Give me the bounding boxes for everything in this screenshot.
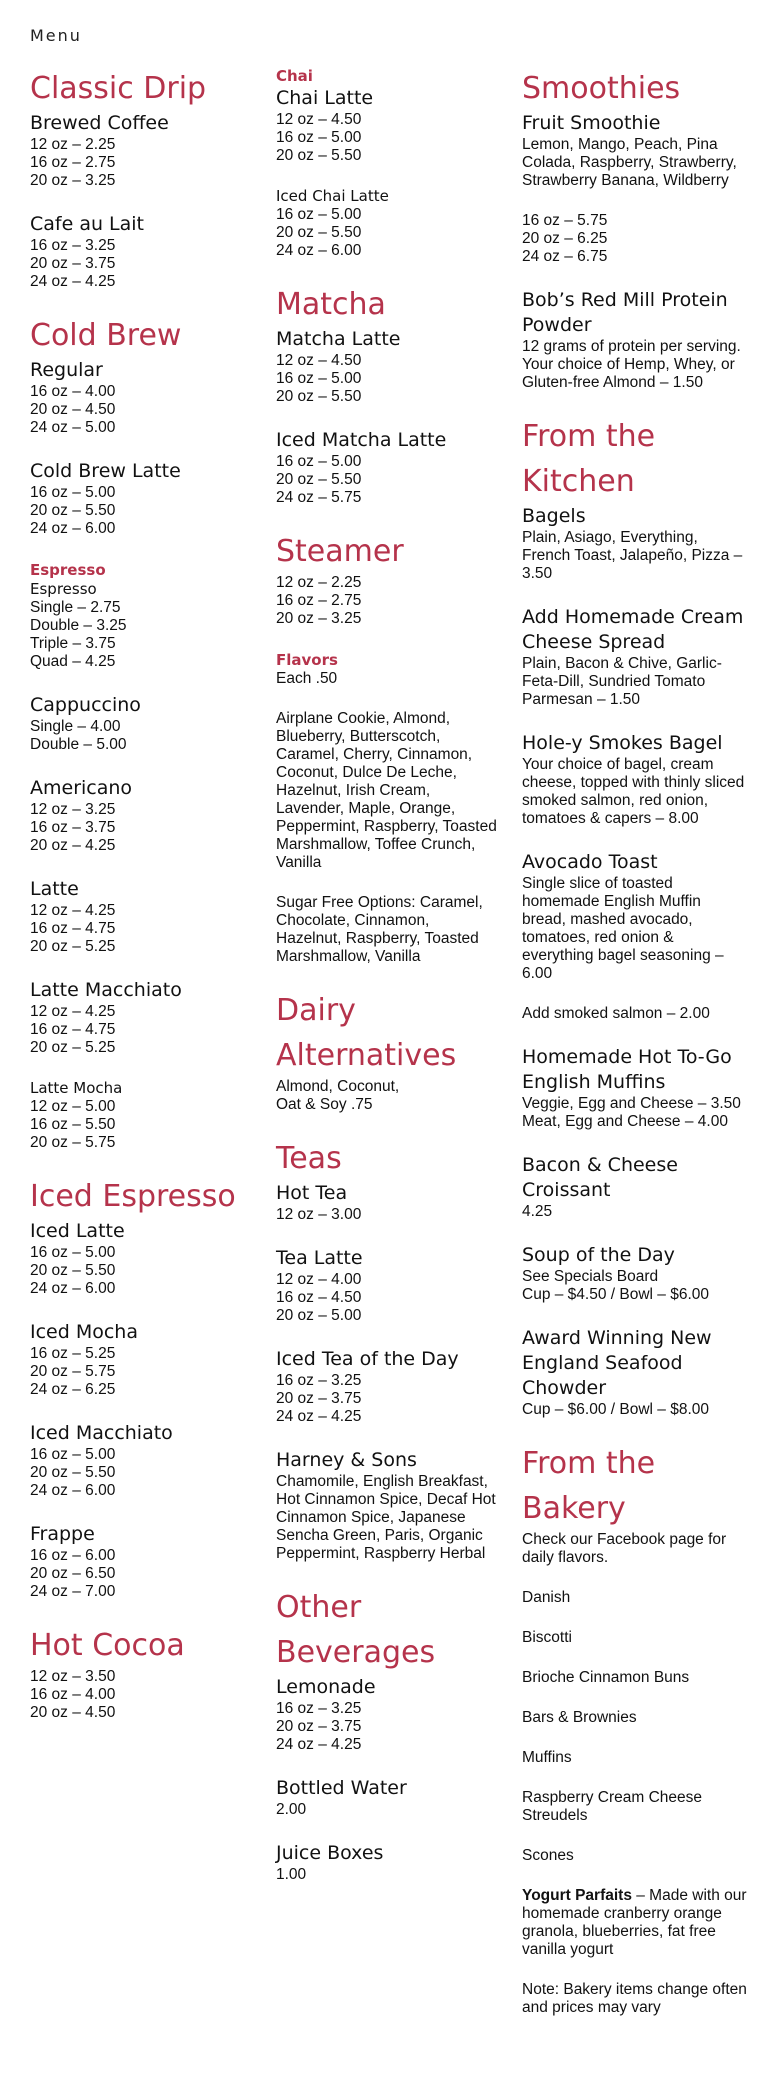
price-line: 20 oz – 5.50: [30, 1464, 116, 1481]
bakery-item: Muffins: [522, 1749, 572, 1766]
bakery-item: Raspberry Cream Cheese Streudels: [522, 1789, 703, 1824]
price-line: 16 oz – 3.25: [30, 237, 116, 254]
item-description: Chamomile, English Breakfast, Hot Cinnamon Spice, Decaf Hot Cinnamon Spice, Japanese Sencha Green, Paris, Organic Peppermint, Raspberry Herbal: [276, 1473, 496, 1562]
menu-column-1: [30, 66, 250, 1722]
price-line: 12 oz – 2.25: [30, 136, 116, 153]
item-bottled-water: [276, 1776, 498, 1819]
dairy-line: Oat & Soy .75: [276, 1096, 373, 1113]
price-line: 12 oz – 4.00: [276, 1271, 362, 1288]
item-description: Plain, Bacon & Chive, Garlic-Feta-Dill, Sundried Tomato Parmesan – 1.50: [522, 655, 722, 708]
section-matcha: Matcha: [276, 287, 386, 322]
price-line: 24 oz – 6.00: [30, 1482, 116, 1499]
item-name: Americano: [30, 777, 133, 799]
item-description: Plain, Asiago, Everything, French Toast, Jalapeño, Pizza – 3.50: [522, 529, 743, 582]
price-line: 20 oz – 5.50: [276, 388, 362, 405]
price-line: 16 oz – 5.25: [30, 1345, 116, 1362]
price-line: 16 oz – 5.50: [30, 1116, 116, 1133]
bakery-item: Brioche Cinnamon Buns: [522, 1669, 690, 1686]
menu-column-2: [276, 66, 498, 1884]
price-line: See Specials Board: [522, 1268, 659, 1285]
price-line: 24 oz – 6.00: [30, 1280, 116, 1297]
price-line: 16 oz – 5.00: [30, 484, 116, 501]
price-line: 24 oz – 4.25: [276, 1736, 362, 1753]
price-line: 20 oz – 5.50: [276, 471, 362, 488]
price-line: 24 oz – 6.25: [30, 1381, 116, 1398]
item-harney-and-sons: [276, 1448, 498, 1563]
item-holey-smokes-bagel: [522, 731, 747, 828]
item-name: Frappe: [30, 1523, 95, 1545]
item-chai-latte: [276, 86, 498, 165]
price-line: 12 oz – 4.25: [30, 902, 116, 919]
price-line: 20 oz – 3.75: [276, 1718, 362, 1735]
item-name: Homemade Hot To-Go English Muffins: [522, 1046, 732, 1093]
item-brewed-coffee: [30, 111, 250, 190]
item-name: Iced Matcha Latte: [276, 429, 447, 451]
item-name: Latte Macchiato: [30, 979, 182, 1001]
price-line: Cup – $4.50 / Bowl – $6.00: [522, 1286, 709, 1303]
price-line: 12 oz – 4.50: [276, 352, 362, 369]
item-tea-latte: [276, 1246, 498, 1325]
item-name: Iced Macchiato: [30, 1422, 173, 1444]
section-teas: Teas: [276, 1141, 342, 1176]
price-line: 20 oz – 3.75: [30, 255, 116, 272]
item-cafe-au-lait: [30, 212, 250, 291]
flavors-price: Each .50: [276, 670, 338, 687]
price-line: Double – 3.25: [30, 617, 127, 634]
price-line: 16 oz – 5.00: [30, 1446, 116, 1463]
item-espresso: [30, 580, 250, 671]
item-name: Fruit Smoothie: [522, 112, 661, 134]
item-name: Espresso: [30, 580, 97, 598]
price-line: 16 oz – 4.00: [30, 383, 116, 400]
price-line: 16 oz – 3.25: [276, 1372, 362, 1389]
item-name: Bacon & Cheese Croissant: [522, 1154, 678, 1201]
price-line: 16 oz – 5.00: [276, 453, 362, 470]
price-line: 20 oz – 4.25: [30, 837, 116, 854]
parfait-description: – Made with our homemade cranberry orange granola, blueberries, fat free vanilla yogurt: [522, 1887, 747, 1958]
price-line: 2.00: [276, 1801, 307, 1818]
item-name: Add Homemade Cream Cheese Spread: [522, 606, 744, 653]
section-cold-brew: Cold Brew: [30, 318, 182, 353]
bakery-note: Note: Bakery items change often and prices may vary: [522, 1981, 747, 2016]
item-name: Soup of the Day: [522, 1244, 675, 1266]
item-name: Hole-y Smokes Bagel: [522, 732, 723, 754]
price-line: 20 oz – 6.50: [30, 1565, 116, 1582]
item-name: Cold Brew Latte: [30, 460, 181, 482]
price-line: 24 oz – 4.25: [276, 1408, 362, 1425]
item-name: Iced Tea of the Day: [276, 1348, 459, 1370]
price-line: 20 oz – 5.75: [30, 1363, 116, 1380]
item-latte: [30, 877, 250, 956]
item-description: Your choice of bagel, cream cheese, topped with thinly sliced smoked salmon, red onion, tomatoes & capers – 8.00: [522, 756, 745, 827]
price-line: 16 oz – 4.75: [30, 1021, 116, 1038]
price-line: 12 oz – 3.25: [30, 801, 116, 818]
price-line: Cup – $6.00 / Bowl – $8.00: [522, 1401, 709, 1418]
price-line: 12 oz – 3.50: [30, 1668, 116, 1685]
price-line: 16 oz – 4.00: [30, 1686, 116, 1703]
section-espresso: Espresso: [30, 561, 106, 579]
price-line: 16 oz – 5.75: [522, 212, 608, 229]
bakery-item: Bars & Brownies: [522, 1709, 637, 1726]
item-name: Cafe au Lait: [30, 213, 145, 235]
item-bagels: [522, 504, 747, 583]
item-iced-matcha-latte: [276, 428, 498, 507]
price-line: 20 oz – 3.75: [276, 1390, 362, 1407]
item-regular: [30, 358, 250, 437]
item-name: Regular: [30, 359, 103, 381]
bakery-item: Danish: [522, 1589, 571, 1606]
item-name: Bagels: [522, 505, 586, 527]
item-name: Award Winning New England Seafood Chowder: [522, 1327, 712, 1399]
price-line: Single – 4.00: [30, 718, 121, 735]
price-line: 16 oz – 6.00: [30, 1547, 116, 1564]
item-name: Lemonade: [276, 1676, 376, 1698]
price-line: 16 oz – 4.75: [30, 920, 116, 937]
price-line: 16 oz – 5.00: [276, 206, 362, 223]
price-line: 4.25: [522, 1203, 553, 1220]
item-iced-macchiato: [30, 1421, 250, 1500]
item-fruit-smoothie: [522, 111, 747, 266]
price-line: 24 oz – 5.75: [276, 489, 362, 506]
price-line: 16 oz – 3.75: [30, 819, 116, 836]
bakery-item: Biscotti: [522, 1629, 572, 1646]
section-from-the-bakery: From the Bakery: [522, 1446, 656, 1526]
price-line: Double – 5.00: [30, 736, 127, 753]
price-line: 24 oz – 6.00: [276, 242, 362, 259]
item-juice-boxes: [276, 1841, 498, 1884]
item-iced-mocha: [30, 1320, 250, 1399]
item-name: Latte: [30, 878, 79, 900]
price-line: 16 oz – 5.00: [30, 1244, 116, 1261]
price-line: 20 oz – 4.50: [30, 401, 116, 418]
price-line: 16 oz – 2.75: [30, 154, 116, 171]
item-bacon-cheese-croissant: [522, 1153, 747, 1221]
item-cappuccino: [30, 693, 250, 754]
price-line: Single – 2.75: [30, 599, 121, 616]
section-dairy-alternatives: Dairy Alternatives: [276, 993, 457, 1073]
price-line: 24 oz – 6.75: [522, 248, 608, 265]
price-line: 20 oz – 5.50: [30, 1262, 116, 1279]
bakery-item: Scones: [522, 1847, 574, 1864]
item-english-muffins: [522, 1045, 747, 1131]
price-line: 1.00: [276, 1866, 307, 1883]
item-steamer: [276, 574, 498, 628]
price-line: 20 oz – 5.75: [30, 1134, 116, 1151]
price-line: Triple – 3.75: [30, 635, 116, 652]
item-americano: [30, 776, 250, 855]
item-name: Tea Latte: [276, 1247, 363, 1269]
item-name: Iced Latte: [30, 1220, 125, 1242]
price-line: 20 oz – 5.25: [30, 1039, 116, 1056]
sugar-free-options: Sugar Free Options: Caramel, Chocolate, Cinnamon, Hazelnut, Raspberry, Toasted Marshmallow, Vanilla: [276, 894, 483, 965]
item-seafood-chowder: [522, 1326, 747, 1419]
price-line: 12 oz – 4.50: [276, 111, 362, 128]
item-soup-of-the-day: [522, 1243, 747, 1304]
item-name: Iced Chai Latte: [276, 187, 389, 205]
item-iced-tea-of-the-day: [276, 1347, 498, 1426]
item-description: Single slice of toasted homemade English Muffin bread, mashed avocado, tomatoes, red onion & everything bagel seasoning – 6.00: [522, 875, 724, 982]
section-other-beverages: Other Beverages: [276, 1590, 436, 1670]
price-line: 20 oz – 5.50: [276, 147, 362, 164]
price-line: 12 oz – 4.25: [30, 1003, 116, 1020]
item-name: Iced Mocha: [30, 1321, 138, 1343]
price-line: 20 oz – 3.25: [276, 610, 362, 627]
item-description: Veggie, Egg and Cheese – 3.50 Meat, Egg and Cheese – 4.00: [522, 1095, 741, 1130]
price-line: 16 oz – 3.25: [276, 1700, 362, 1717]
item-hot-tea: [276, 1181, 498, 1224]
price-line: Quad – 4.25: [30, 653, 116, 670]
item-avocado-toast: [522, 850, 747, 1023]
price-line: 20 oz – 4.50: [30, 1704, 116, 1721]
section-classic-drip: Classic Drip: [30, 71, 207, 106]
price-line: 16 oz – 5.00: [276, 370, 362, 387]
item-cream-cheese: [522, 605, 747, 709]
item-name: Chai Latte: [276, 87, 374, 109]
price-line: 20 oz – 6.25: [522, 230, 608, 247]
price-line: 20 oz – 5.50: [276, 224, 362, 241]
section-steamer: Steamer: [276, 534, 404, 569]
parfait-name: Yogurt Parfaits: [522, 1887, 632, 1904]
item-name: Hot Tea: [276, 1182, 348, 1204]
price-line: 20 oz – 5.00: [276, 1307, 362, 1324]
item-name: Brewed Coffee: [30, 112, 169, 134]
item-name: Latte Mocha: [30, 1079, 123, 1097]
dairy-line: Almond, Coconut,: [276, 1078, 400, 1095]
section-smoothies: Smoothies: [522, 71, 681, 106]
menu-label[interactable]: Menu: [30, 26, 82, 45]
item-name: Bob’s Red Mill Protein Powder: [522, 289, 728, 336]
item-matcha-latte: [276, 327, 498, 406]
item-iced-latte: [30, 1219, 250, 1298]
section-iced-espresso: Iced Espresso: [30, 1179, 236, 1214]
section-from-the-kitchen: From the Kitchen: [522, 419, 656, 499]
item-description: Lemon, Mango, Peach, Pina Colada, Raspberry, Strawberry, Strawberry Banana, Wildberry: [522, 136, 737, 189]
item-addon: Add smoked salmon – 2.00: [522, 1005, 710, 1022]
price-line: 20 oz – 5.25: [30, 938, 116, 955]
price-line: 20 oz – 3.25: [30, 172, 116, 189]
item-name: Bottled Water: [276, 1777, 407, 1799]
price-line: 24 oz – 7.00: [30, 1583, 116, 1600]
price-line: 16 oz – 5.00: [276, 129, 362, 146]
yogurt-parfaits: [522, 1887, 747, 1959]
item-name: Cappuccino: [30, 694, 141, 716]
item-name: Harney & Sons: [276, 1449, 417, 1471]
item-latte-mocha: [30, 1079, 250, 1152]
section-hot-cocoa: Hot Cocoa: [30, 1628, 185, 1663]
item-protein-powder: [522, 288, 747, 392]
item-lemonade: [276, 1675, 498, 1754]
flavors-list: Airplane Cookie, Almond, Blueberry, Butterscotch, Caramel, Cherry, Cinnamon, Coconut, Dulce De Leche, Hazelnut, Irish Cream, Lavender, Maple, Orange, Peppermint, Raspberry, Toasted Marshmallow, Toffee Crunch, Vanilla: [276, 710, 497, 871]
item-name: Juice Boxes: [276, 1842, 384, 1864]
menu-column-3: [522, 66, 747, 2017]
section-flavors: Flavors: [276, 651, 338, 669]
item-description: 12 grams of protein per serving. Your choice of Hemp, Whey, or Gluten-free Almond – 1.50: [522, 338, 741, 391]
item-latte-macchiato: [30, 978, 250, 1057]
item-frappe: [30, 1522, 250, 1601]
item-name: Matcha Latte: [276, 328, 401, 350]
price-line: 24 oz – 6.00: [30, 520, 116, 537]
item-iced-chai-latte: [276, 187, 498, 260]
price-line: 24 oz – 4.25: [30, 273, 116, 290]
price-line: 16 oz – 2.75: [276, 592, 362, 609]
item-hot-cocoa: [30, 1668, 250, 1722]
section-chai: Chai: [276, 67, 313, 85]
price-line: 20 oz – 5.50: [30, 502, 116, 519]
price-line: 16 oz – 4.50: [276, 1289, 362, 1306]
price-line: 12 oz – 3.00: [276, 1206, 362, 1223]
bakery-intro: Check our Facebook page for daily flavors.: [522, 1531, 727, 1566]
price-line: 12 oz – 2.25: [276, 574, 362, 591]
item-cold-brew-latte: [30, 459, 250, 538]
price-line: 12 oz – 5.00: [30, 1098, 116, 1115]
item-name: Avocado Toast: [522, 851, 658, 873]
price-line: 24 oz – 5.00: [30, 419, 116, 436]
